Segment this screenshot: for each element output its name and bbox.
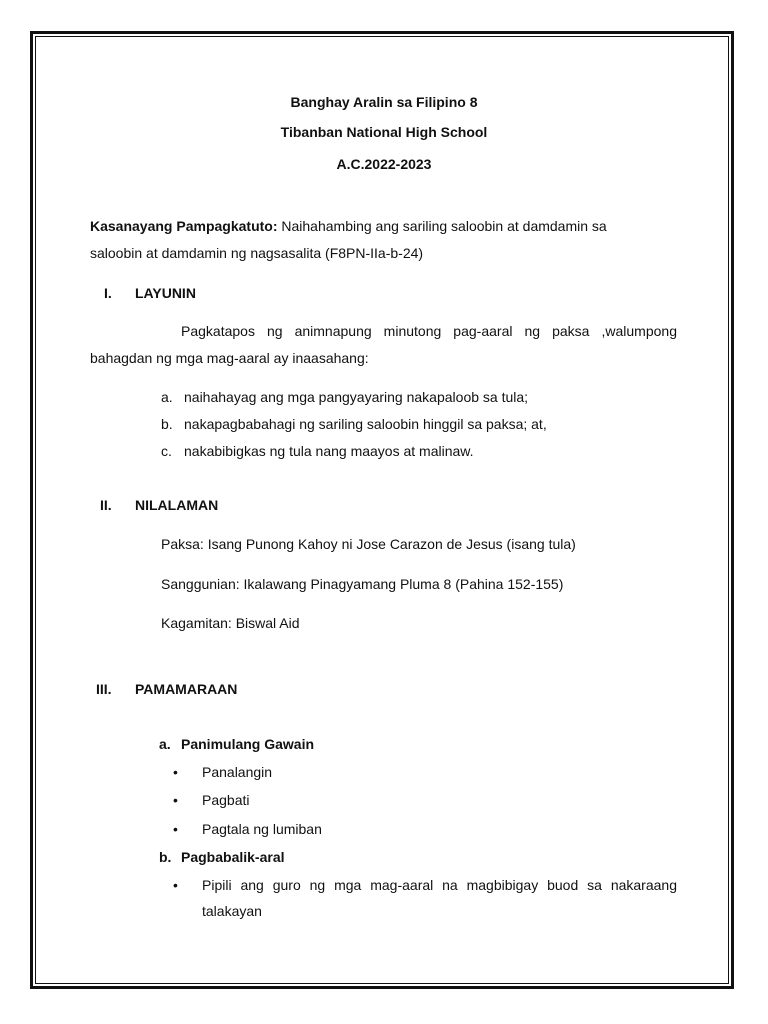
objective-a-text: naihahayag ang mga pangyayaring nakapaloob sa tula; bbox=[184, 389, 529, 405]
sub-b-marker: b. bbox=[159, 849, 172, 865]
list-item-prayer: Panalangin bbox=[202, 764, 273, 780]
sub-b-title: Pagbabalik-aral bbox=[181, 849, 285, 865]
bullet-icon: • bbox=[173, 792, 178, 808]
competency-line-1 bbox=[90, 217, 607, 235]
topic-line: Paksa: Isang Punong Kahoy ni Jose Carazon de Jesus (isang tula) bbox=[161, 536, 576, 552]
section-2-title: NILALAMAN bbox=[135, 497, 219, 513]
competency-text-1: Naihahambing ang sariling saloobin at damdamin sa bbox=[277, 218, 607, 234]
section-3-numeral: III. bbox=[96, 681, 112, 697]
materials-line: Kagamitan: Biswal Aid bbox=[161, 615, 300, 631]
sub-a-marker: a. bbox=[159, 736, 171, 752]
objective-c-text: nakabibigkas ng tula nang maayos at malinaw. bbox=[184, 443, 474, 459]
academic-year: A.C.2022-2023 bbox=[336, 156, 432, 172]
review-item-line-2: talakayan bbox=[202, 903, 262, 919]
list-item-greeting: Pagbati bbox=[202, 792, 250, 808]
objective-paragraph-line-1: Pagkatapos ng animnapung minutong pag-aaral ng paksa ,walumpong bbox=[181, 323, 677, 339]
bullet-icon: • bbox=[173, 877, 178, 893]
competency-label: Kasanayang Pampagkatuto: bbox=[90, 218, 278, 234]
objective-b-text: nakapagbabahagi ng sariling saloobin hinggil sa paksa; at, bbox=[184, 416, 547, 432]
doc-title: Banghay Aralin sa Filipino 8 bbox=[290, 94, 478, 110]
sub-a-title: Panimulang Gawain bbox=[181, 736, 315, 752]
bullet-icon: • bbox=[173, 764, 178, 780]
section-1-numeral: I. bbox=[104, 285, 112, 301]
objective-a-marker: a. bbox=[161, 389, 173, 405]
competency-text-2: saloobin at damdamin ng nagsasalita (F8PN-IIa-b-24) bbox=[90, 245, 424, 261]
objective-c-marker: c. bbox=[161, 443, 172, 459]
bullet-icon: • bbox=[173, 821, 178, 837]
section-3-title: PAMAMARAAN bbox=[135, 681, 238, 697]
objective-b-marker: b. bbox=[161, 416, 173, 432]
objective-paragraph-line-2: bahagdan ng mga mag-aaral ay inaasahang: bbox=[90, 350, 369, 366]
reference-line: Sanggunian: Ikalawang Pinagyamang Pluma 8 (Pahina 152-155) bbox=[161, 576, 564, 592]
school-name: Tibanban National High School bbox=[280, 124, 488, 140]
section-2-numeral: II. bbox=[100, 497, 112, 513]
list-item-attendance: Pagtala ng lumiban bbox=[202, 821, 322, 837]
section-1-title: LAYUNIN bbox=[135, 285, 196, 301]
review-item-line-1: Pipili ang guro ng mga mag-aaral na magbibigay buod sa nakaraang bbox=[202, 877, 677, 893]
